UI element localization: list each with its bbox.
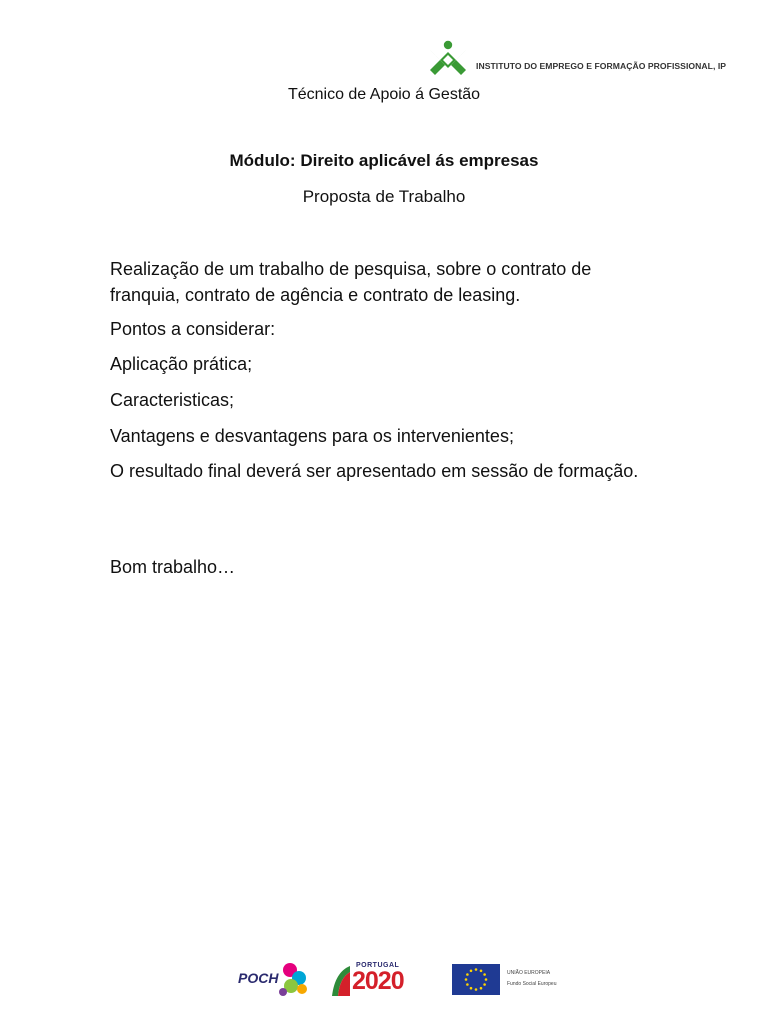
portugal-year: 2020 <box>352 967 404 995</box>
proposal-subtitle: Proposta de Trabalho <box>302 187 466 206</box>
iefp-logo-icon <box>426 40 470 78</box>
course-title: Técnico de Apoio á Gestão <box>287 86 481 103</box>
paragraph-final-result: O resultado final deverá ser apresentado em sessão de formação. <box>110 461 639 481</box>
poch-logo <box>236 958 314 1000</box>
footer-logos <box>236 958 556 1000</box>
portugal-2020-logo <box>330 962 434 998</box>
eu-fund-label: Fundo Social Europeu <box>507 981 557 987</box>
iefp-logo <box>426 38 728 78</box>
eu-label: UNIÃO EUROPEIA <box>507 970 551 976</box>
module-title: Módulo: Direito aplicável ás empresas <box>229 151 539 170</box>
eu-flag-icon <box>452 964 500 995</box>
list-item-characteristics: Caracteristicas; <box>110 390 235 410</box>
paragraph-research: Realização de um trabalho de pesquisa, sobre o contrato de franquia, contrato de agência e contrato de leasing. <box>110 259 592 305</box>
list-item-advantages: Vantagens e desvantagens para os intervenientes; <box>110 426 514 446</box>
paragraph-points-header: Pontos a considerar: <box>110 319 276 339</box>
eu-logo <box>452 964 557 996</box>
list-item-practical: Aplicação prática; <box>110 354 253 374</box>
poch-label: POCH <box>238 970 279 986</box>
portugal-label: PORTUGAL <box>356 962 400 969</box>
closing-remark: Bom trabalho… <box>110 557 236 577</box>
iefp-logo-text: INSTITUTO DO EMPREGO E FORMAÇÃO PROFISSIONAL, IP <box>476 61 727 71</box>
portugal-flag-icon <box>330 964 352 998</box>
